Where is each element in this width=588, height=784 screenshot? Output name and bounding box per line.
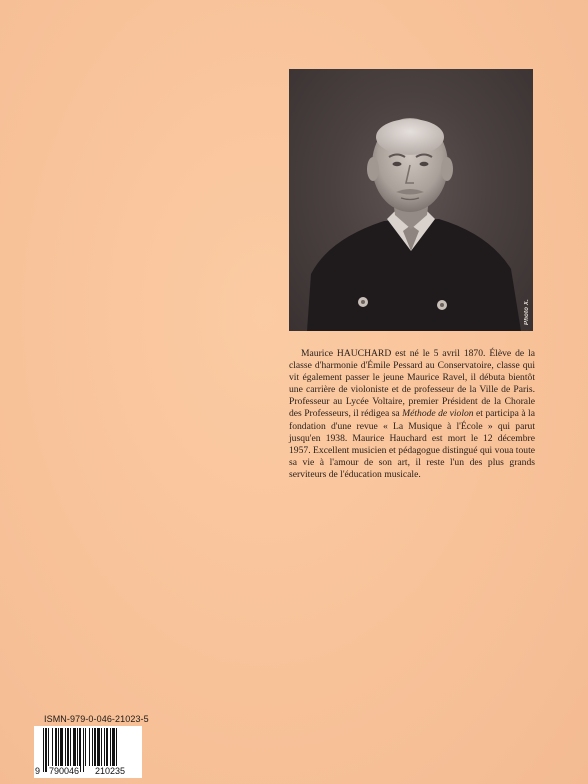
barcode-bar — [58, 728, 59, 766]
barcode-bar — [112, 728, 115, 766]
barcode — [34, 726, 142, 778]
barcode-bar — [104, 728, 105, 766]
barcode-bar — [110, 728, 111, 766]
photo-credit: Photo X. — [524, 299, 530, 325]
barcode-bar — [92, 728, 93, 766]
barcode-bar — [77, 728, 78, 766]
barcode-bar — [89, 728, 90, 766]
biography-paragraph — [289, 348, 535, 481]
biography-text-start: Maurice HAUCHARD est né le 5 avril 1870. Élève de la classe d'harmonie d'Émile Pessard au Conservatoire, classe qui vit également passer le jeune Maurice Ravel, il débuta bientôt une carrière de violoniste et de professeur de la Ville de Paris. Professeur au Lycée Voltaire, premier Président de la Chorale des Professeurs, il rédigea sa — [289, 348, 535, 420]
barcode-bar — [65, 728, 66, 766]
barcode-bar — [94, 728, 96, 766]
barcode-bar — [60, 728, 63, 766]
portrait-illustration — [289, 69, 533, 331]
portrait-photo — [289, 69, 533, 331]
barcode-bar — [55, 728, 57, 766]
barcode-bar — [52, 728, 53, 766]
barcode-bar — [101, 728, 102, 766]
barcode-bar — [85, 728, 86, 766]
barcode-bar — [48, 728, 49, 766]
ismn-label: ISMN-979-0-046-21023-5 — [44, 714, 149, 724]
barcode-digits-right: 210235 — [95, 766, 126, 776]
barcode-digit-first: 9 — [35, 766, 41, 776]
biography-work-title: Méthode de violon — [402, 408, 474, 420]
barcode-bar — [67, 728, 69, 766]
barcode-digits — [34, 766, 142, 778]
barcode-bar — [97, 728, 100, 766]
biography-text-end: et participa à la fondation d'une revue « La Musique à l'École » qui parut jusqu'en 1938. Maurice Hauchard est mort le 12 décembre 1957. Excellent musicien et pédagogue distingué qui voua toute sa vie à l'amour de son art, il reste l'un des plus grands serviteurs de l'éducation musicale. — [289, 408, 535, 480]
barcode-bar — [106, 728, 108, 766]
barcode-bar — [73, 728, 76, 766]
barcode-bar — [70, 728, 71, 766]
barcode-digits-left: 790046 — [49, 766, 80, 776]
